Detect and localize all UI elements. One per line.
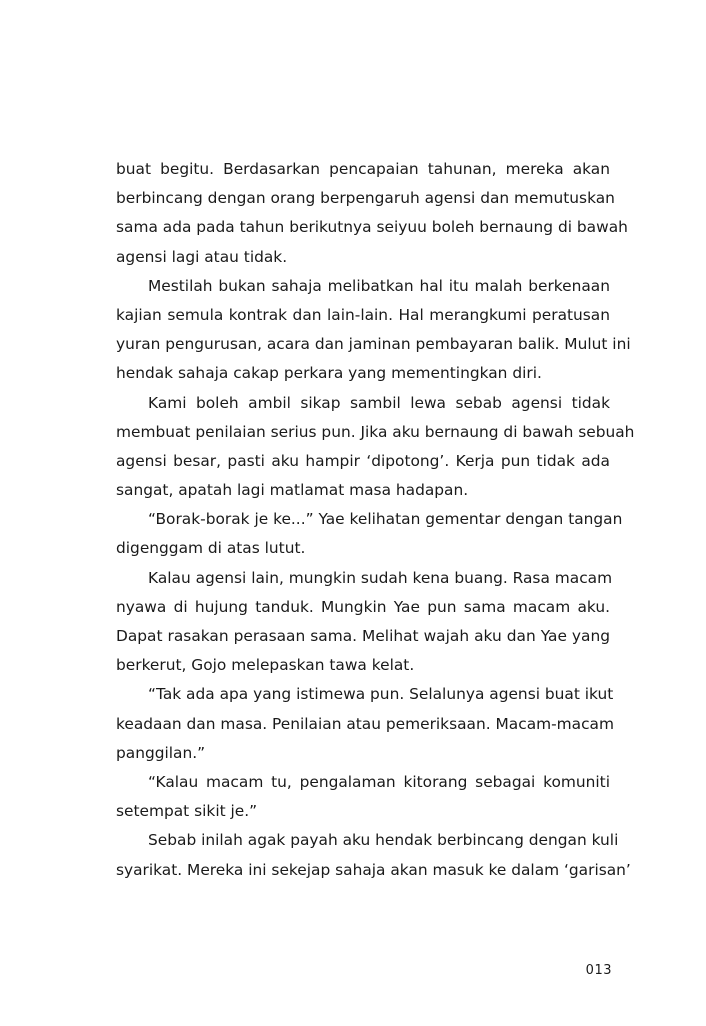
body-text xyxy=(116,155,635,885)
text-line: Sebab inilah agak payah aku hendak berbincang dengan kuli xyxy=(148,831,619,850)
page-number: 013 xyxy=(585,963,612,978)
text-line: sama ada pada tahun berikutnya seiyuu boleh bernaung di bawah xyxy=(116,218,628,237)
text-line: syarikat. Mereka ini sekejap sahaja akan masuk ke dalam ‘garisan’ xyxy=(116,860,631,879)
text-line: “Tak ada apa yang istimewa pun. Selalunya agensi buat ikut xyxy=(148,685,614,704)
text-line: Dapat rasakan perasaan sama. Melihat wajah aku dan Yae yang xyxy=(116,627,610,645)
text-line: setempat sikit je.” xyxy=(116,802,258,821)
text-line: sangat, apatah lagi matlamat masa hadapan. xyxy=(116,481,469,500)
text-line: yuran pengurusan, acara dan jaminan pembayaran balik. Mulut ini xyxy=(116,335,631,354)
text-line: Kalau agensi lain, mungkin sudah kena buang. Rasa macam xyxy=(148,568,613,587)
text-line: Kami boleh ambil sikap sambil lewa sebab agensi tidak xyxy=(148,393,610,412)
text-line: berbincang dengan orang berpengaruh agensi dan memutuskan xyxy=(116,189,615,208)
text-line: digenggam di atas lutut. xyxy=(116,539,306,558)
text-line: panggilan.” xyxy=(116,743,206,762)
text-line: Mestilah bukan sahaja melibatkan hal itu malah berkenaan xyxy=(148,276,610,295)
text-line: nyawa di hujung tanduk. Mungkin Yae pun sama macam aku. xyxy=(116,597,610,616)
text-line: “Borak-borak je ke...” Yae kelihatan gementar dengan tangan xyxy=(148,510,623,529)
text-line: kajian semula kontrak dan lain-lain. Hal merangkumi peratusan xyxy=(116,305,610,324)
text-line: hendak sahaja cakap perkara yang mementingkan diri. xyxy=(116,364,542,383)
text-line: berkerut, Gojo melepaskan tawa kelat. xyxy=(116,656,415,675)
text-line: “Kalau macam tu, pengalaman kitorang sebagai komuniti xyxy=(148,772,610,791)
text-line: keadaan dan masa. Penilaian atau pemeriksaan. Macam-macam xyxy=(116,714,614,733)
text-line: membuat penilaian serius pun. Jika aku bernaung di bawah sebuah xyxy=(116,422,635,441)
text-line: agensi besar, pasti aku hampir ‘dipotong’. Kerja pun tidak ada xyxy=(116,451,610,470)
text-line: agensi lagi atau tidak. xyxy=(116,247,288,266)
text-line: buat begitu. Berdasarkan pencapaian tahunan, mereka akan xyxy=(116,160,610,178)
